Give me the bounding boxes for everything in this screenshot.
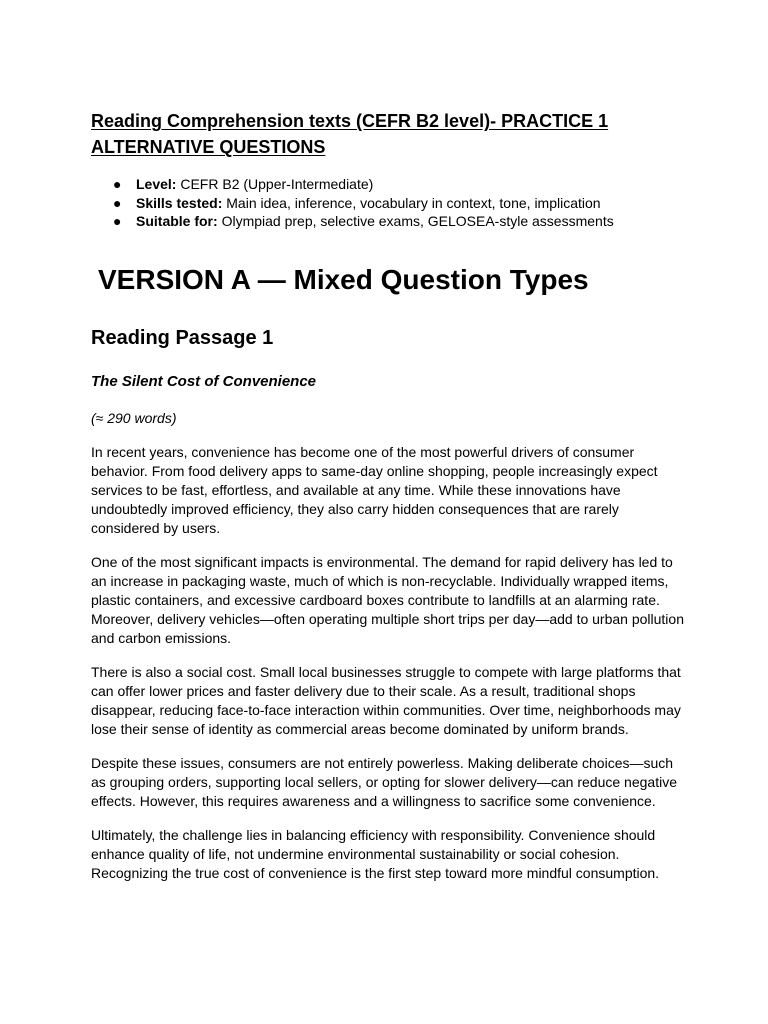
document-title: [91, 108, 731, 160]
meta-item-level: [91, 175, 614, 194]
paragraph-line: Ultimately, the challenge lies in balancing efficiency with responsibility. Convenience should: [91, 827, 656, 843]
passage-paragraph-4: [91, 754, 681, 811]
version-heading: VERSION A — Mixed Question Types: [98, 264, 589, 295]
paragraph-line: One of the most significant impacts is environmental. The demand for rapid delivery has led to: [91, 554, 673, 570]
paragraph-line: services to be fast, effortless, and available at any time. While these innovations have: [91, 482, 621, 498]
passage-paragraph-3: [91, 663, 681, 739]
meta-value: Main idea, inference, vocabulary in context, tone, implication: [226, 194, 601, 211]
paragraph-line: In recent years, convenience has become one of the most powerful drivers of consumer: [91, 444, 635, 460]
passage-heading: Reading Passage 1: [91, 327, 274, 349]
meta-item-suitable: [91, 212, 614, 231]
paragraph-line: enhance quality of life, not undermine environmental sustainability or social cohesion.: [91, 846, 620, 862]
meta-item-skills: [91, 194, 614, 213]
paragraph-line: plastic containers, and excessive cardboard boxes contribute to landfills at an alarming rate.: [91, 592, 660, 608]
document-title-line-1: Reading Comprehension texts (CEFR B2 level)- PRACTICE 1: [91, 111, 609, 131]
bullet-icon: ●: [113, 213, 122, 229]
meta-list: [91, 175, 614, 231]
paragraph-line: an increase in packaging waste, much of which is non-recyclable. Individually wrapped items,: [91, 573, 669, 589]
meta-key: Skills tested:: [136, 194, 223, 211]
paragraph-line: lose their sense of identity as commercial areas become dominated by uniform brands.: [91, 721, 629, 737]
passage-paragraph-1: [91, 443, 681, 538]
paragraph-line: Recognizing the true cost of convenience is the first step toward more mindful consumption.: [91, 865, 660, 881]
meta-value: Olympiad prep, selective exams, GELOSEA-style assessments: [221, 213, 614, 229]
paragraph-line: as grouping orders, supporting local sellers, or opting for slower delivery—can reduce negative: [91, 774, 677, 790]
paragraph-line: undoubtedly improved efficiency, they also carry hidden consequences that are rarely: [91, 501, 619, 517]
paragraph-line: disappear, reducing face-to-face interaction within communities. Over time, neighborhoods may: [91, 702, 681, 718]
paragraph-line: effects. However, this requires awareness and a willingness to sacrifice some convenience.: [91, 793, 656, 809]
paragraph-line: can offer lower prices and faster delivery due to their scale. As a result, traditional shops: [91, 683, 636, 699]
passage-paragraph-5: [91, 826, 681, 883]
paragraph-line: behavior. From food delivery apps to same-day online shopping, people increasingly expect: [91, 463, 658, 479]
document-title-line-2: ALTERNATIVE QUESTIONS: [91, 137, 326, 157]
passage-body: [91, 443, 684, 898]
paragraph-line: considered by users.: [91, 520, 221, 536]
paragraph-line: Despite these issues, consumers are not entirely powerless. Making deliberate choices—such: [91, 755, 674, 771]
paragraph-line: Moreover, delivery vehicles—often operating multiple short trips per day—add to urban pollution: [91, 611, 684, 627]
bullet-icon: ●: [113, 194, 122, 211]
bullet-icon: ●: [113, 176, 122, 192]
passage-paragraph-2: [91, 553, 684, 648]
paragraph-line: There is also a social cost. Small local businesses struggle to compete with large platforms that: [91, 664, 681, 680]
paragraph-line: and carbon emissions.: [91, 630, 232, 646]
passage-title: The Silent Cost of Convenience: [91, 373, 317, 390]
meta-value: CEFR B2 (Upper-Intermediate): [180, 176, 374, 192]
word-count: (≈ 290 words): [91, 410, 177, 426]
meta-key: Suitable for:: [136, 213, 218, 229]
meta-key: Level:: [136, 176, 177, 192]
